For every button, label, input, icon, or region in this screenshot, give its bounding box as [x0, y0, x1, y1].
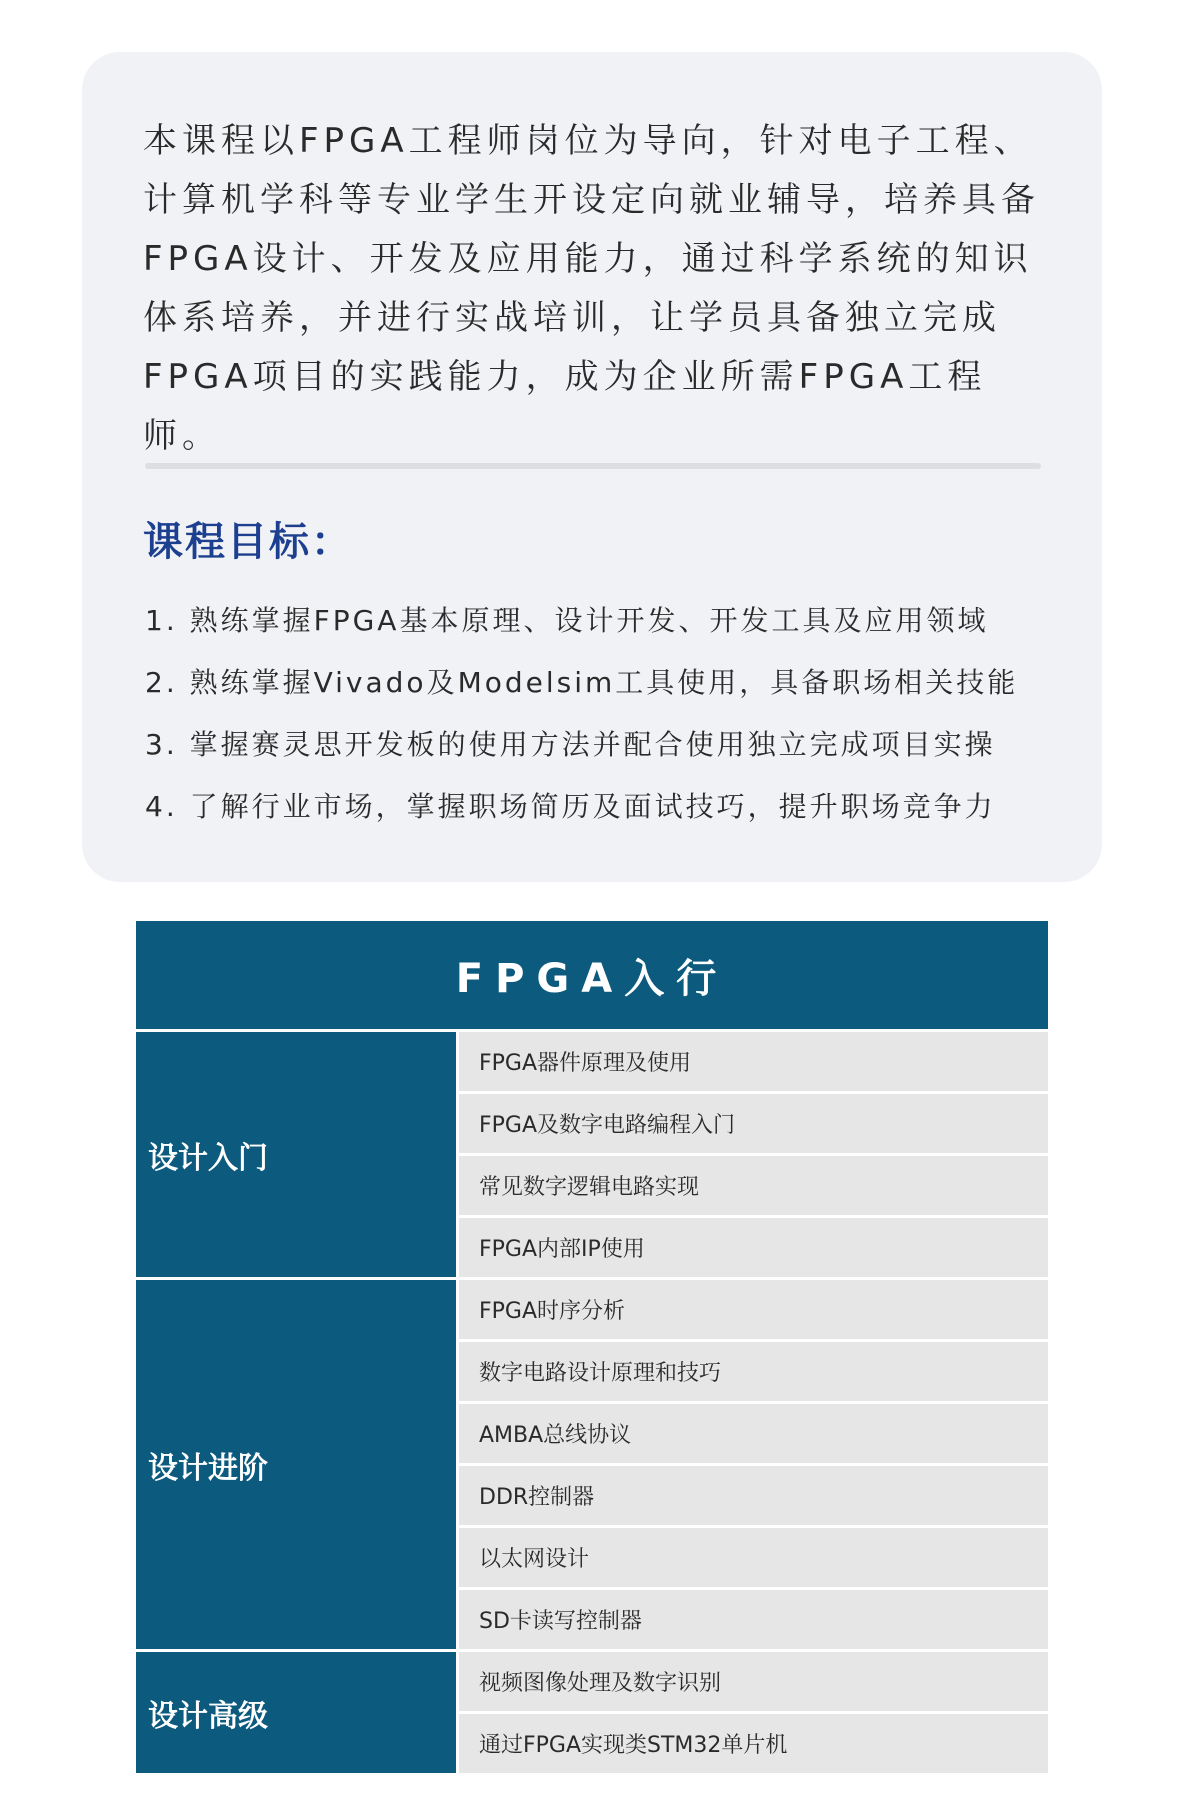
- intro-line: FPGA设计、开发及应用能力，通过科学系统的知识: [143, 239, 1033, 279]
- intro-line: 计算机学科等专业学生开设定向就业辅导，培养具备: [143, 180, 1040, 220]
- stage-label: 设计高级: [136, 1652, 456, 1773]
- topic-item: 视频图像处理及数字识别: [459, 1652, 1048, 1711]
- stage-label: 设计进阶: [136, 1280, 456, 1649]
- curriculum-title: FPGA入行: [136, 921, 1048, 1029]
- topic-item: FPGA器件原理及使用: [459, 1032, 1048, 1091]
- goals-title: 课程目标：: [143, 519, 353, 565]
- topic-item: FPGA时序分析: [459, 1280, 1048, 1339]
- topic-item: DDR控制器: [459, 1466, 1048, 1525]
- topic-item: FPGA内部IP使用: [459, 1218, 1048, 1277]
- intro-line: 体系培养，并进行实战培训，让学员具备独立完成: [143, 298, 1001, 338]
- topic-item: 以太网设计: [459, 1528, 1048, 1587]
- course-intro: [143, 112, 1043, 466]
- goal-item: 3. 掌握赛灵思开发板的使用方法并配合使用独立完成项目实操: [145, 728, 996, 761]
- stage-topics: [459, 1032, 1048, 1277]
- topic-item: 常见数字逻辑电路实现: [459, 1156, 1048, 1215]
- topic-item: AMBA总线协议: [459, 1404, 1048, 1463]
- curriculum-table: [136, 921, 1048, 1773]
- goal-item: 1. 熟练掌握FPGA基本原理、设计开发、开发工具及应用领域: [145, 604, 989, 637]
- stage-topics: [459, 1280, 1048, 1649]
- stage-row: [136, 1032, 1048, 1277]
- intro-line: 本课程以FPGA工程师岗位为导向，针对电子工程、: [143, 121, 1033, 161]
- topic-item: SD卡读写控制器: [459, 1590, 1048, 1649]
- divider: [145, 463, 1041, 469]
- goal-item: 4. 了解行业市场，掌握职场简历及面试技巧，提升职场竞争力: [145, 790, 996, 823]
- topic-item: 通过FPGA实现类STM32单片机: [459, 1714, 1048, 1773]
- stage-row: [136, 1652, 1048, 1773]
- goals-list: [145, 590, 1045, 838]
- goal-item: 2. 熟练掌握Vivado及Modelsim工具使用，具备职场相关技能: [145, 666, 1019, 699]
- stage-row: [136, 1280, 1048, 1649]
- topic-item: FPGA及数字电路编程入门: [459, 1094, 1048, 1153]
- stage-topics: [459, 1652, 1048, 1773]
- topic-item: 数字电路设计原理和技巧: [459, 1342, 1048, 1401]
- intro-line: FPGA项目的实践能力，成为企业所需FPGA工程师。: [143, 357, 987, 456]
- stage-label: 设计入门: [136, 1032, 456, 1277]
